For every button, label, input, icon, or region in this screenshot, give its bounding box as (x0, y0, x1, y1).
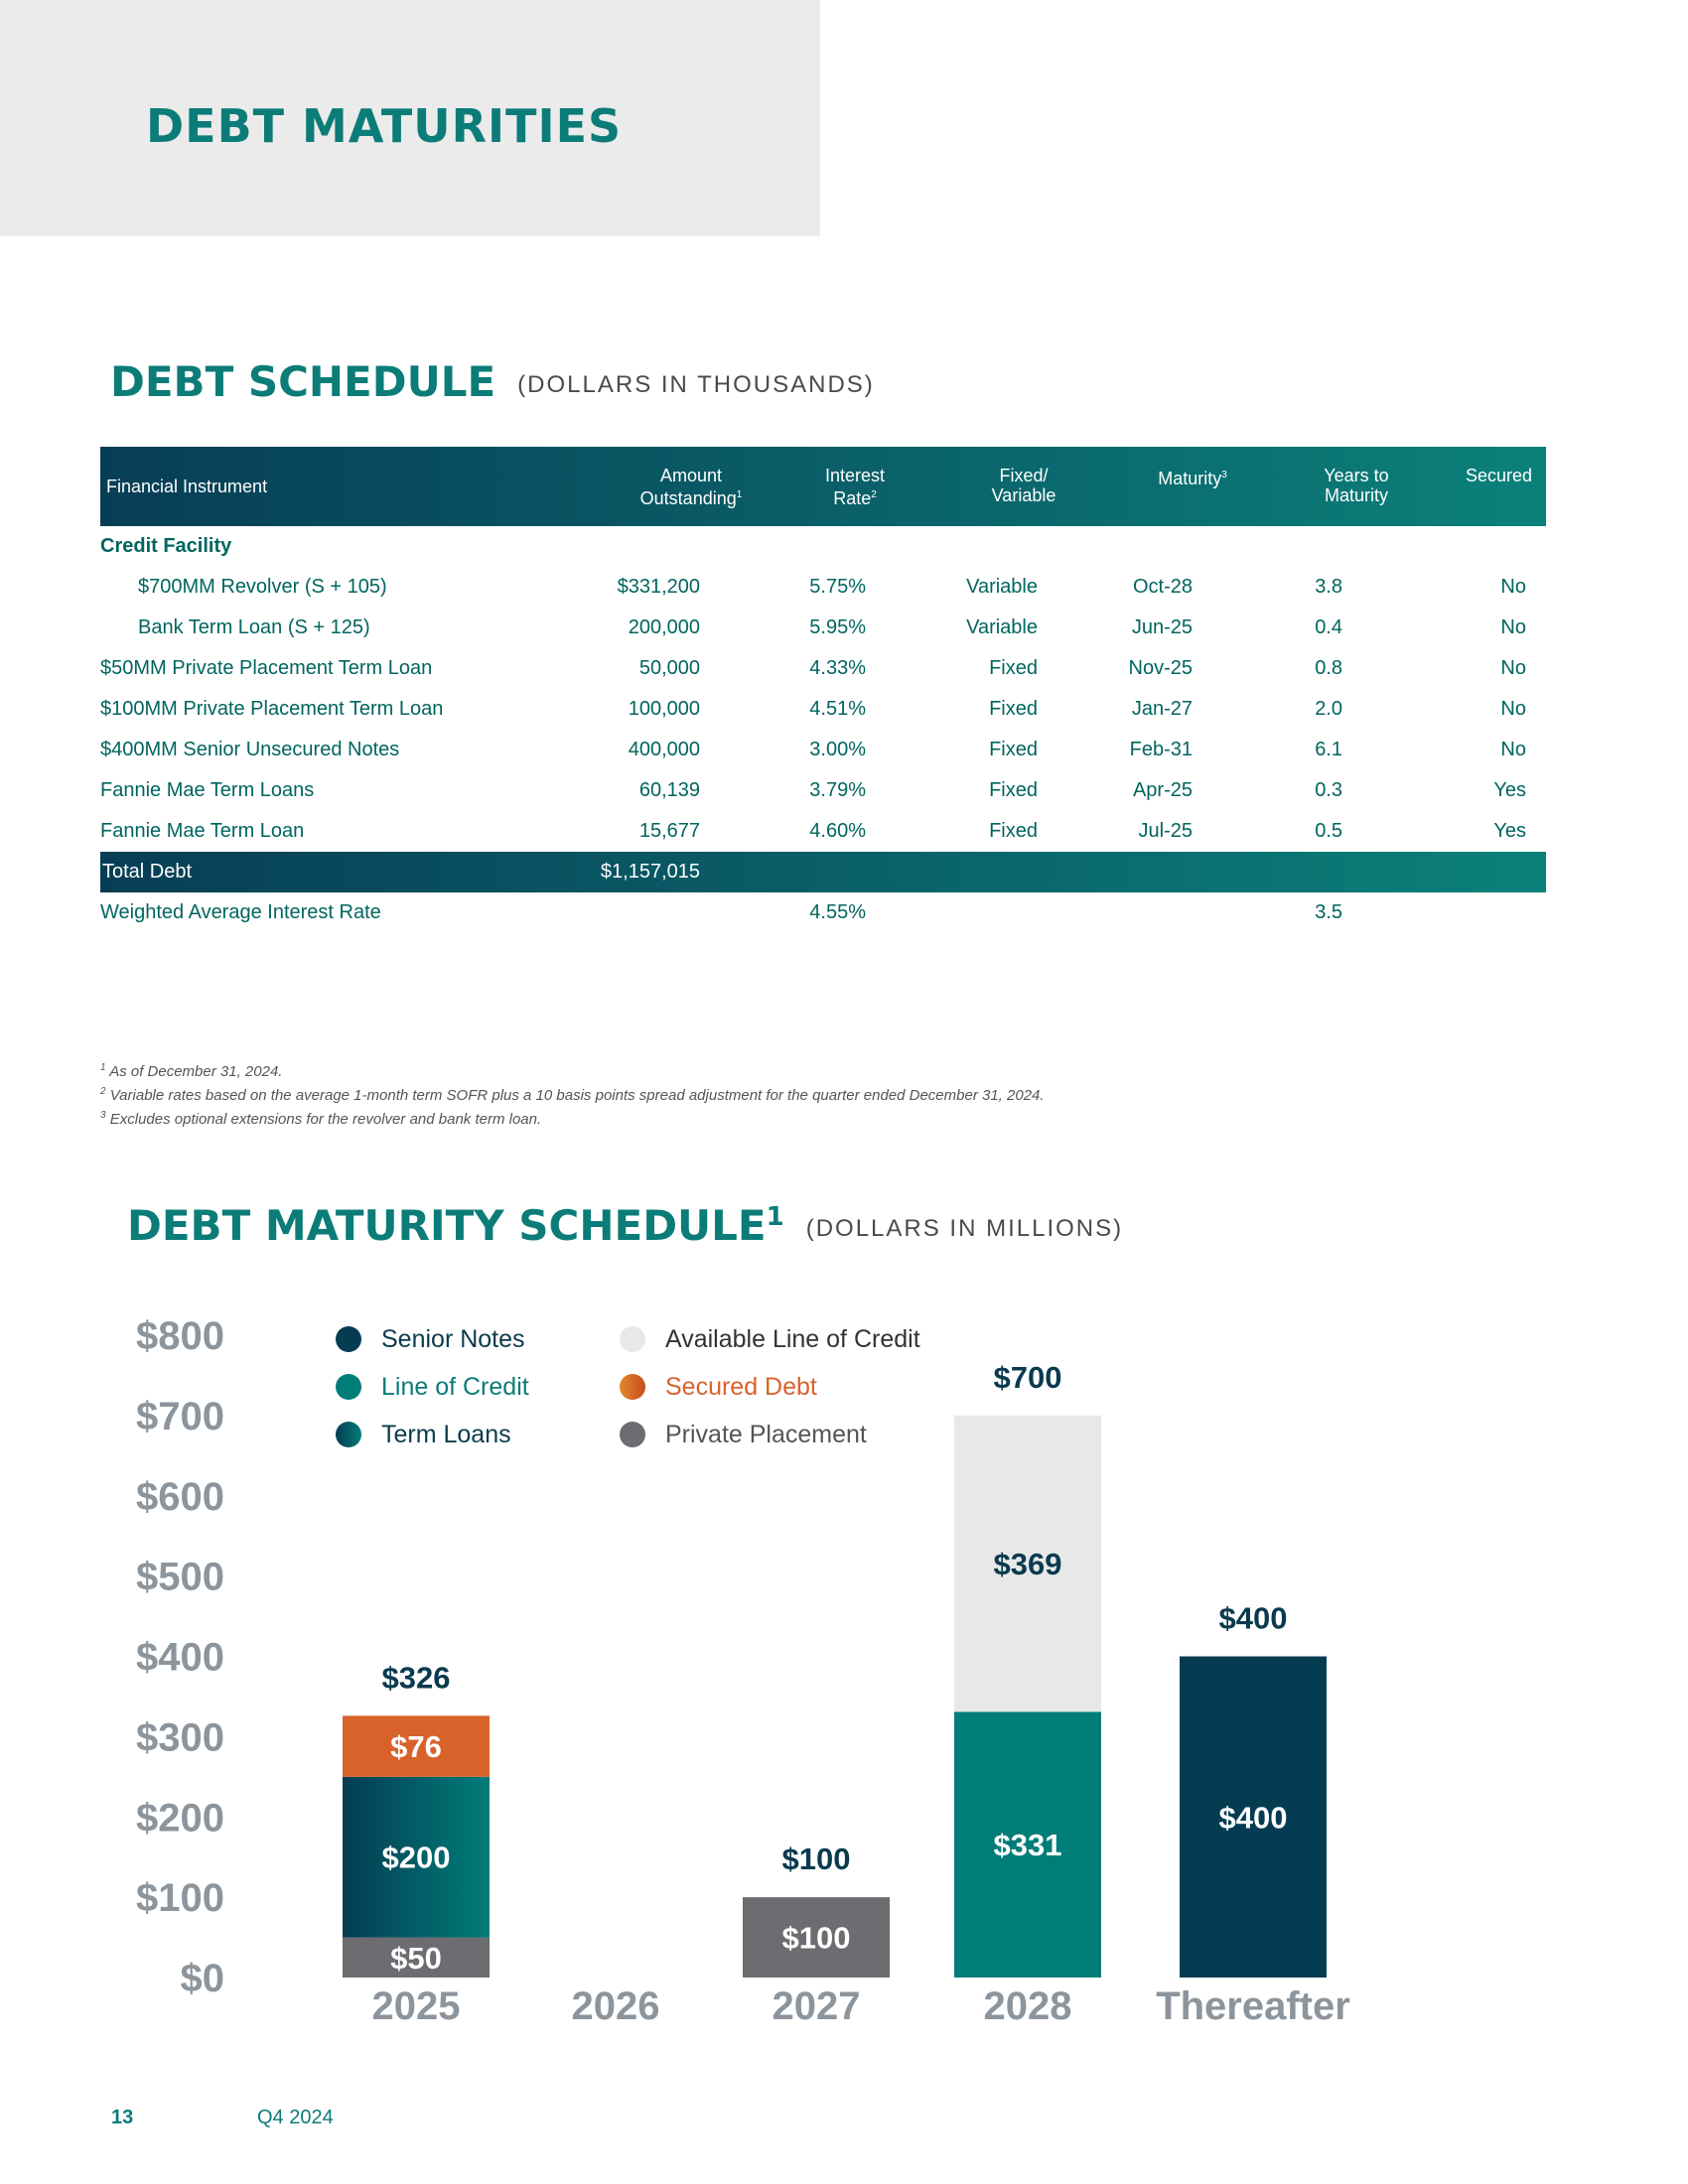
footnote-marker: 3 (100, 1110, 106, 1121)
cell-instrument: Fannie Mae Term Loans (100, 779, 315, 801)
legend-label: Senior Notes (381, 1325, 525, 1353)
bar-total-label: $100 (781, 1842, 851, 1877)
page-number: 13 (111, 2107, 134, 2128)
y-tick-label: $700 (136, 1394, 224, 1438)
cell-type: Fixed (989, 698, 1038, 720)
table-header (100, 447, 1546, 526)
cell-instrument: Fannie Mae Term Loan (100, 820, 305, 842)
cell-rate: 5.95% (809, 616, 866, 638)
maturity-schedule-subtitle: (DOLLARS IN MILLIONS) (805, 1214, 1124, 1242)
bar-data-label: $100 (781, 1920, 851, 1956)
table-row (100, 608, 1546, 648)
cell-amount: 15,677 (638, 820, 700, 842)
bar-total-label: $326 (381, 1660, 451, 1696)
header-maturity-text: Maturity (1158, 469, 1222, 488)
x-tick-label: 2026 (571, 1984, 660, 2028)
cell-amount: 400,000 (628, 739, 700, 760)
total-label: Total Debt (102, 861, 193, 883)
y-tick-label: $300 (136, 1715, 224, 1760)
header-secured-line1: Secured (1465, 466, 1532, 485)
footnote-text: As of December 31, 2024. (109, 1063, 283, 1080)
header-fixed-line1: Fixed/ (999, 466, 1049, 485)
legend-label: Secured Debt (665, 1373, 817, 1401)
debt-schedule-title-text: DEBT SCHEDULE (110, 357, 496, 406)
bar-data-label: $400 (1218, 1800, 1288, 1836)
weighted-average-row (100, 892, 1546, 933)
cell-type: Variable (966, 576, 1038, 598)
header-amount-line1: Amount (659, 466, 723, 485)
cell-amount: 60,139 (638, 779, 700, 801)
cell-maturity: Jul-25 (1138, 820, 1193, 842)
table-row (100, 567, 1546, 608)
debt-maturity-chart (0, 1291, 1688, 2045)
maturity-schedule-title (127, 1201, 1123, 1250)
header-amount-text: Outstanding (639, 488, 737, 508)
cell-maturity: Apr-25 (1132, 779, 1193, 801)
legend-label: Private Placement (665, 1421, 867, 1448)
cell-rate: 3.79% (809, 779, 866, 801)
cell-instrument: $50MM Private Placement Term Loan (100, 657, 433, 679)
maturity-title-sup: 1 (766, 1202, 784, 1232)
footnote-text: Variable rates based on the average 1-month term SOFR plus a 10 basis points spread adjustment for the quarter ended December 31, 2024. (109, 1087, 1045, 1104)
footnote-text: Excludes optional extensions for the revolver and bank term loan. (109, 1111, 542, 1128)
cell-type: Fixed (989, 657, 1038, 679)
cell-years: 2.0 (1315, 698, 1342, 720)
y-tick-label: $800 (136, 1314, 224, 1358)
header-rate-line1: Interest (824, 466, 886, 485)
header-amount-line2 (602, 485, 780, 508)
y-tick-label: $600 (136, 1474, 224, 1519)
bar-data-label: $76 (390, 1729, 442, 1765)
header-fixed-line2: Variable (991, 485, 1056, 505)
cell-secured: No (1500, 657, 1526, 679)
x-tick-label: 2027 (772, 1984, 861, 2028)
table-row (100, 811, 1546, 852)
header-rate (775, 466, 934, 508)
legend-label: Available Line of Credit (665, 1325, 920, 1353)
group-label: Credit Facility (100, 535, 232, 557)
cell-amount: 200,000 (628, 616, 700, 638)
cell-secured: Yes (1493, 820, 1526, 842)
header-rate-sup: 2 (871, 489, 877, 500)
cell-amount: $331,200 (617, 576, 700, 598)
cell-maturity: Jun-25 (1131, 616, 1193, 638)
cell-years: 0.4 (1315, 616, 1342, 638)
footnote-marker: 1 (100, 1062, 106, 1073)
bar-data-label: $331 (993, 1828, 1062, 1863)
cell-years: 3.8 (1315, 576, 1342, 598)
cell-maturity: Jan-27 (1131, 698, 1193, 720)
y-axis (136, 1314, 224, 2000)
header-maturity (1113, 466, 1272, 488)
footnote (100, 1106, 1045, 1130)
header-rate-text: Rate (833, 488, 872, 508)
cell-rate: 5.75% (809, 576, 866, 598)
y-tick-label: $400 (136, 1635, 224, 1680)
header-amount (602, 466, 780, 508)
page-title: DEBT MATURITIES (146, 99, 623, 153)
cell-instrument: $400MM Senior Unsecured Notes (100, 739, 400, 760)
cell-rate: 4.33% (809, 657, 866, 679)
x-tick-label: 2025 (371, 1984, 461, 2028)
bar-data-label: $369 (993, 1547, 1062, 1582)
bar-total-label: $400 (1218, 1600, 1288, 1636)
cell-secured: No (1500, 739, 1526, 760)
table-row (100, 689, 1546, 730)
total-row (100, 852, 1546, 892)
cell-rate: 4.51% (809, 698, 866, 720)
cell-amount: 100,000 (628, 698, 700, 720)
footnote (100, 1082, 1045, 1106)
group-row-credit-facility (100, 526, 1546, 567)
header-years (1277, 466, 1436, 505)
cell-secured: No (1500, 576, 1526, 598)
bar-data-label: $50 (390, 1940, 442, 1976)
maturity-title-text: DEBT MATURITY SCHEDULE (127, 1201, 767, 1250)
cell-instrument: $100MM Private Placement Term Loan (100, 698, 444, 720)
cell-years: 6.1 (1315, 739, 1342, 760)
cell-rate: 4.60% (809, 820, 866, 842)
debt-schedule-title (110, 357, 875, 406)
legend-label: Term Loans (381, 1421, 511, 1448)
table-row (100, 730, 1546, 770)
weighted-rate: 4.55% (809, 901, 866, 923)
header-instrument: Financial Instrument (106, 477, 268, 496)
header-years-line2: Maturity (1324, 485, 1388, 505)
y-tick-label: $100 (136, 1876, 224, 1921)
cell-maturity: Nov-25 (1128, 657, 1193, 679)
x-tick-label: Thereafter (1156, 1984, 1350, 2028)
y-tick-label: $0 (180, 1957, 224, 2000)
cell-instrument: Bank Term Loan (S + 125) (138, 616, 370, 638)
x-tick-label: 2028 (983, 1984, 1072, 2028)
cell-maturity: Oct-28 (1132, 576, 1193, 598)
weighted-years: 3.5 (1315, 901, 1342, 923)
cell-secured: Yes (1493, 779, 1526, 801)
weighted-label: Weighted Average Interest Rate (100, 901, 381, 923)
footnote (100, 1058, 1045, 1082)
cell-years: 0.3 (1315, 779, 1342, 801)
header-maturity-sup: 3 (1221, 470, 1227, 480)
cell-type: Fixed (989, 739, 1038, 760)
header-maturity-line1 (1113, 466, 1272, 488)
total-amount: $1,157,015 (600, 861, 700, 883)
header-rate-line2 (775, 485, 934, 508)
bar-data-label: $200 (381, 1840, 451, 1875)
cell-type: Variable (966, 616, 1038, 638)
bar-total-label: $700 (993, 1359, 1062, 1395)
footnotes (100, 1058, 1045, 1130)
header-secured (1466, 466, 1532, 485)
cell-rate: 3.00% (809, 739, 866, 760)
cell-secured: No (1500, 698, 1526, 720)
table-body (100, 567, 1546, 852)
y-tick-label: $500 (136, 1555, 224, 1599)
report-period: Q4 2024 (257, 2107, 334, 2128)
cell-secured: No (1500, 616, 1526, 638)
legend-label: Line of Credit (381, 1373, 529, 1401)
cell-type: Fixed (989, 820, 1038, 842)
header-amount-sup: 1 (736, 489, 743, 500)
table-row (100, 770, 1546, 811)
cell-instrument: $700MM Revolver (S + 105) (138, 576, 387, 598)
debt-schedule-table (100, 447, 1546, 933)
header-years-line1: Years to (1324, 466, 1389, 485)
table-row (100, 648, 1546, 689)
cell-type: Fixed (989, 779, 1038, 801)
cell-years: 0.5 (1315, 820, 1342, 842)
cell-years: 0.8 (1315, 657, 1342, 679)
debt-schedule-subtitle: (DOLLARS IN THOUSANDS) (517, 370, 875, 398)
cell-maturity: Feb-31 (1129, 739, 1193, 760)
x-axis (372, 1984, 1350, 2028)
bars (343, 1360, 1327, 1978)
header-fixed (944, 466, 1103, 505)
y-tick-label: $200 (136, 1796, 224, 1841)
cell-amount: 50,000 (638, 657, 700, 679)
footnote-marker: 2 (100, 1086, 106, 1097)
